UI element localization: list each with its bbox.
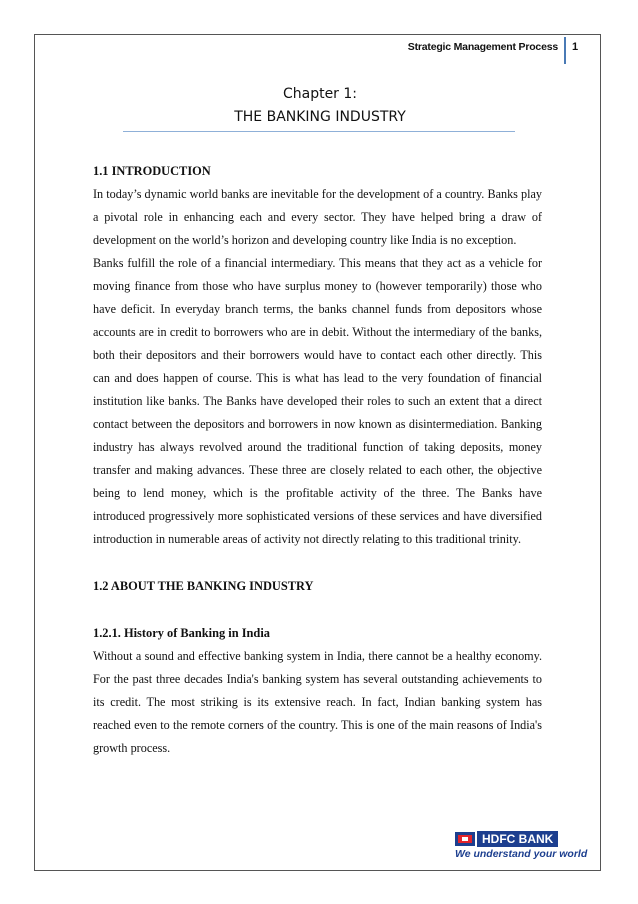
chapter-title: THE BANKING INDUSTRY: [234, 109, 406, 125]
section-heading-about: 1.2 ABOUT THE BANKING INDUSTRY: [93, 579, 314, 593]
running-header-title: Strategic Management Process: [407, 41, 558, 53]
chapter-number: Chapter 1:: [282, 86, 358, 102]
paragraph-intro-1: In today’s dynamic world banks are inevitable for the development of a country. Banks play a pivotal role in enhancing each and every sector. They have helped bring a draw of development on the world’s horizon and developing country like India is no exception.: [93, 187, 542, 247]
page-number: 1: [572, 41, 579, 53]
body-content: [93, 160, 542, 760]
spacer: [93, 598, 542, 622]
spacer: [93, 551, 542, 575]
logo-tagline: We understand your world: [455, 848, 588, 860]
logo-bank-name: HDFC BANK: [477, 831, 558, 847]
subsection-heading-history: 1.2.1. History of Banking in India: [93, 626, 270, 640]
section-heading-introduction: 1.1 INTRODUCTION: [93, 164, 211, 178]
hdfc-bank-logo: [455, 831, 600, 861]
paragraph-intro-2: Banks fulfill the role of a financial intermediary. This means that they act as a vehicle for moving finance from those who have surplus money to (however temporarily) those who have deficit. In everyday branch terms, the banks channel funds from depositors whose accounts are in credit to borrowers who are in debit. Without the intermediary of the banks, both their depositors and their borrowers would have to contact each other directly. This can and does happen of course. This is what has lead to the very foundation of financial institution like banks. The Banks have developed their roles to such an extent that a direct contact between the depositors and borrowers in now known as disintermediation. Banking industry has always revolved around the traditional function of taking deposits, money transfer and making advances. These three are closely related to each other, the objective being to lend money, which is the profitable activity of the three. The Banks have introduced progressively more sophisticated versions of these services and have diversified introduction in numerable areas of activity not directly relating to this traditional trinity.: [93, 256, 542, 546]
title-rule: [123, 131, 515, 132]
hdfc-logo-icon: [455, 832, 475, 846]
paragraph-history-1: Without a sound and effective banking system in India, there cannot be a healthy economy. For the past three decades India's banking system has several outstanding achievements to its credit. The most striking is its extensive reach. In fact, Indian banking system has reached even to the remote corners of the country. This is one of the main reasons of India's growth process.: [93, 649, 542, 755]
header-divider: [564, 37, 566, 64]
